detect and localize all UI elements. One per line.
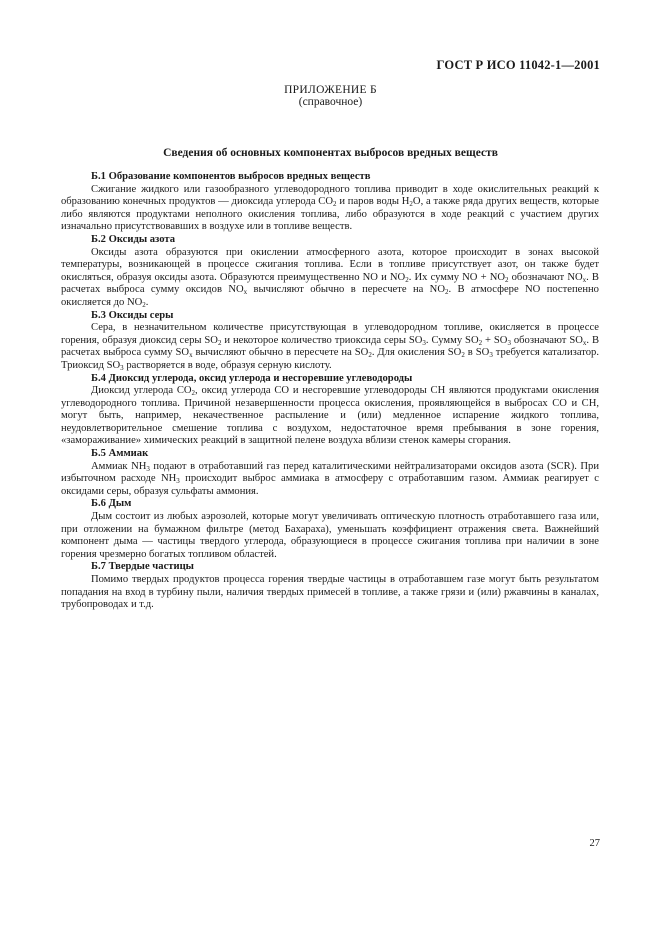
appendix-subtitle: (справочное) [298,96,363,108]
appendix-title: ПРИЛОЖЕНИЕ Б [284,84,377,96]
main-title: Сведения об основных компонентах выбросов вредных веществ [163,147,498,159]
section-paragraph: Аммиак $NH_3$ подают в отработавший газ перед каталитическими нейтрализаторами оксидов азота (SCR). При избыточном расходе $NH_3$ происходит выброс аммиака в атмосферу с отработавшим газом. Аммиак реагирует с оксидами серы, образуя сульфаты аммония. [61,460,599,497]
section-paragraph: Оксиды азота образуются при окислении атмосферного азота, которое происходит в зонах высокой температуры, возникающей в процессе сжигания топлива. Если в топливе присутствует азот, он также будет окисляться, образуя оксиды азота. Образуются преимущественно NO и $NO_2$. Их сумму NO + $NO_2$ обозначают $NO_x$. В расчетах выброса сумму оксидов $NO_x$ вычисляют обычно в пересчете на $NO_2$. В атмосфере NO постепенно окисляется до $NO_2$. [61,246,599,309]
section-heading: Б.7 Твердые частицы [91,561,194,573]
section-paragraph: Сера, в незначительном количестве присутствующая в углеводородном топливе, окисляется в процессе горения, образуя диоксид серы $SO_2$ и некоторое количество триоксида серы $SO_3$. Сумму $SO_2 + SO_3$ обозначают $SO_x$. В расчетах выброса сумму $SO_x$ вычисляют обычно в пересчете на $SO_2$. Для окисления $SO_2$ в $SO_3$ требуется катализатор. Триоксид $SO_3$ растворяется в воде, образуя серную кислоту. [61,322,600,372]
body-text [61,171,599,612]
section-paragraph: Дым состоит из любых аэрозолей, которые могут увеличивать оптическую плотность отработавшего газа или, при отложении на бумажном фильтре (метод Бахараха), уменьшать коэффициент отражения света. Важнейший компонент дыма — частицы твердого углерода, образующиеся в процессе сжигания топлива при наличии в зоне горения чрезмерно богатых топливом областей. [61,511,599,560]
section-heading: Б.1 Образование компонентов выбросов вредных веществ [91,171,371,182]
section-paragraph: Сжигание жидкого или газообразного углеводородного топлива приводит в ходе окислительных реакций к образованию конечных продуктов — диоксида углерода $CO_2$ и паров воды $H_2O$, а также ряда других веществ, которые либо являются продуктами неполного окисления топлива, либо образуются в ходе реакций с участием других изначально присутствовавших в воздухе или в топливе веществ. [61,183,599,233]
page-number: 27 [589,838,600,849]
document-code: ГОСТ Р ИСО 11042-1—2001 [436,58,600,72]
appendix-heading [0,84,661,108]
section-heading: Б.4 Диоксид углерода, оксид углерода и несгоревшие углеводороды [91,372,413,384]
section-heading: Б.6 Дым [91,498,132,510]
section-heading: Б.2 Оксиды азота [91,233,176,245]
section-heading: Б.5 Аммиак [91,448,149,460]
section-heading: Б.3 Оксиды серы [91,309,174,321]
section-paragraph: Диоксид углерода $CO_2$, оксид углерода CO и несгоревшие углеводороды CH являются продуктами окисления углеводородного топлива. Причиной незавершенности процесса окисления, проявляющейся в выбросах CO и CH, могут быть, например, некачественное распыление и (или) медленное испарение жидкого топлива, неудовлетворительное смешение топлива с воздухом, недостаточное время пребывания в зоне горения, «замораживание» химических реакций в защитной пелене воздуха вблизи стенок камеры сгорания. [61,385,599,447]
section-paragraph: Помимо твердых продуктов процесса горения твердые частицы в отработавшем газе могут быть результатом попадания на вход в турбину пыли, наличия твердых примесей в топливе, а также грязи и (или) ржавчины в каналах, трубопроводах и т.д. [61,574,599,611]
